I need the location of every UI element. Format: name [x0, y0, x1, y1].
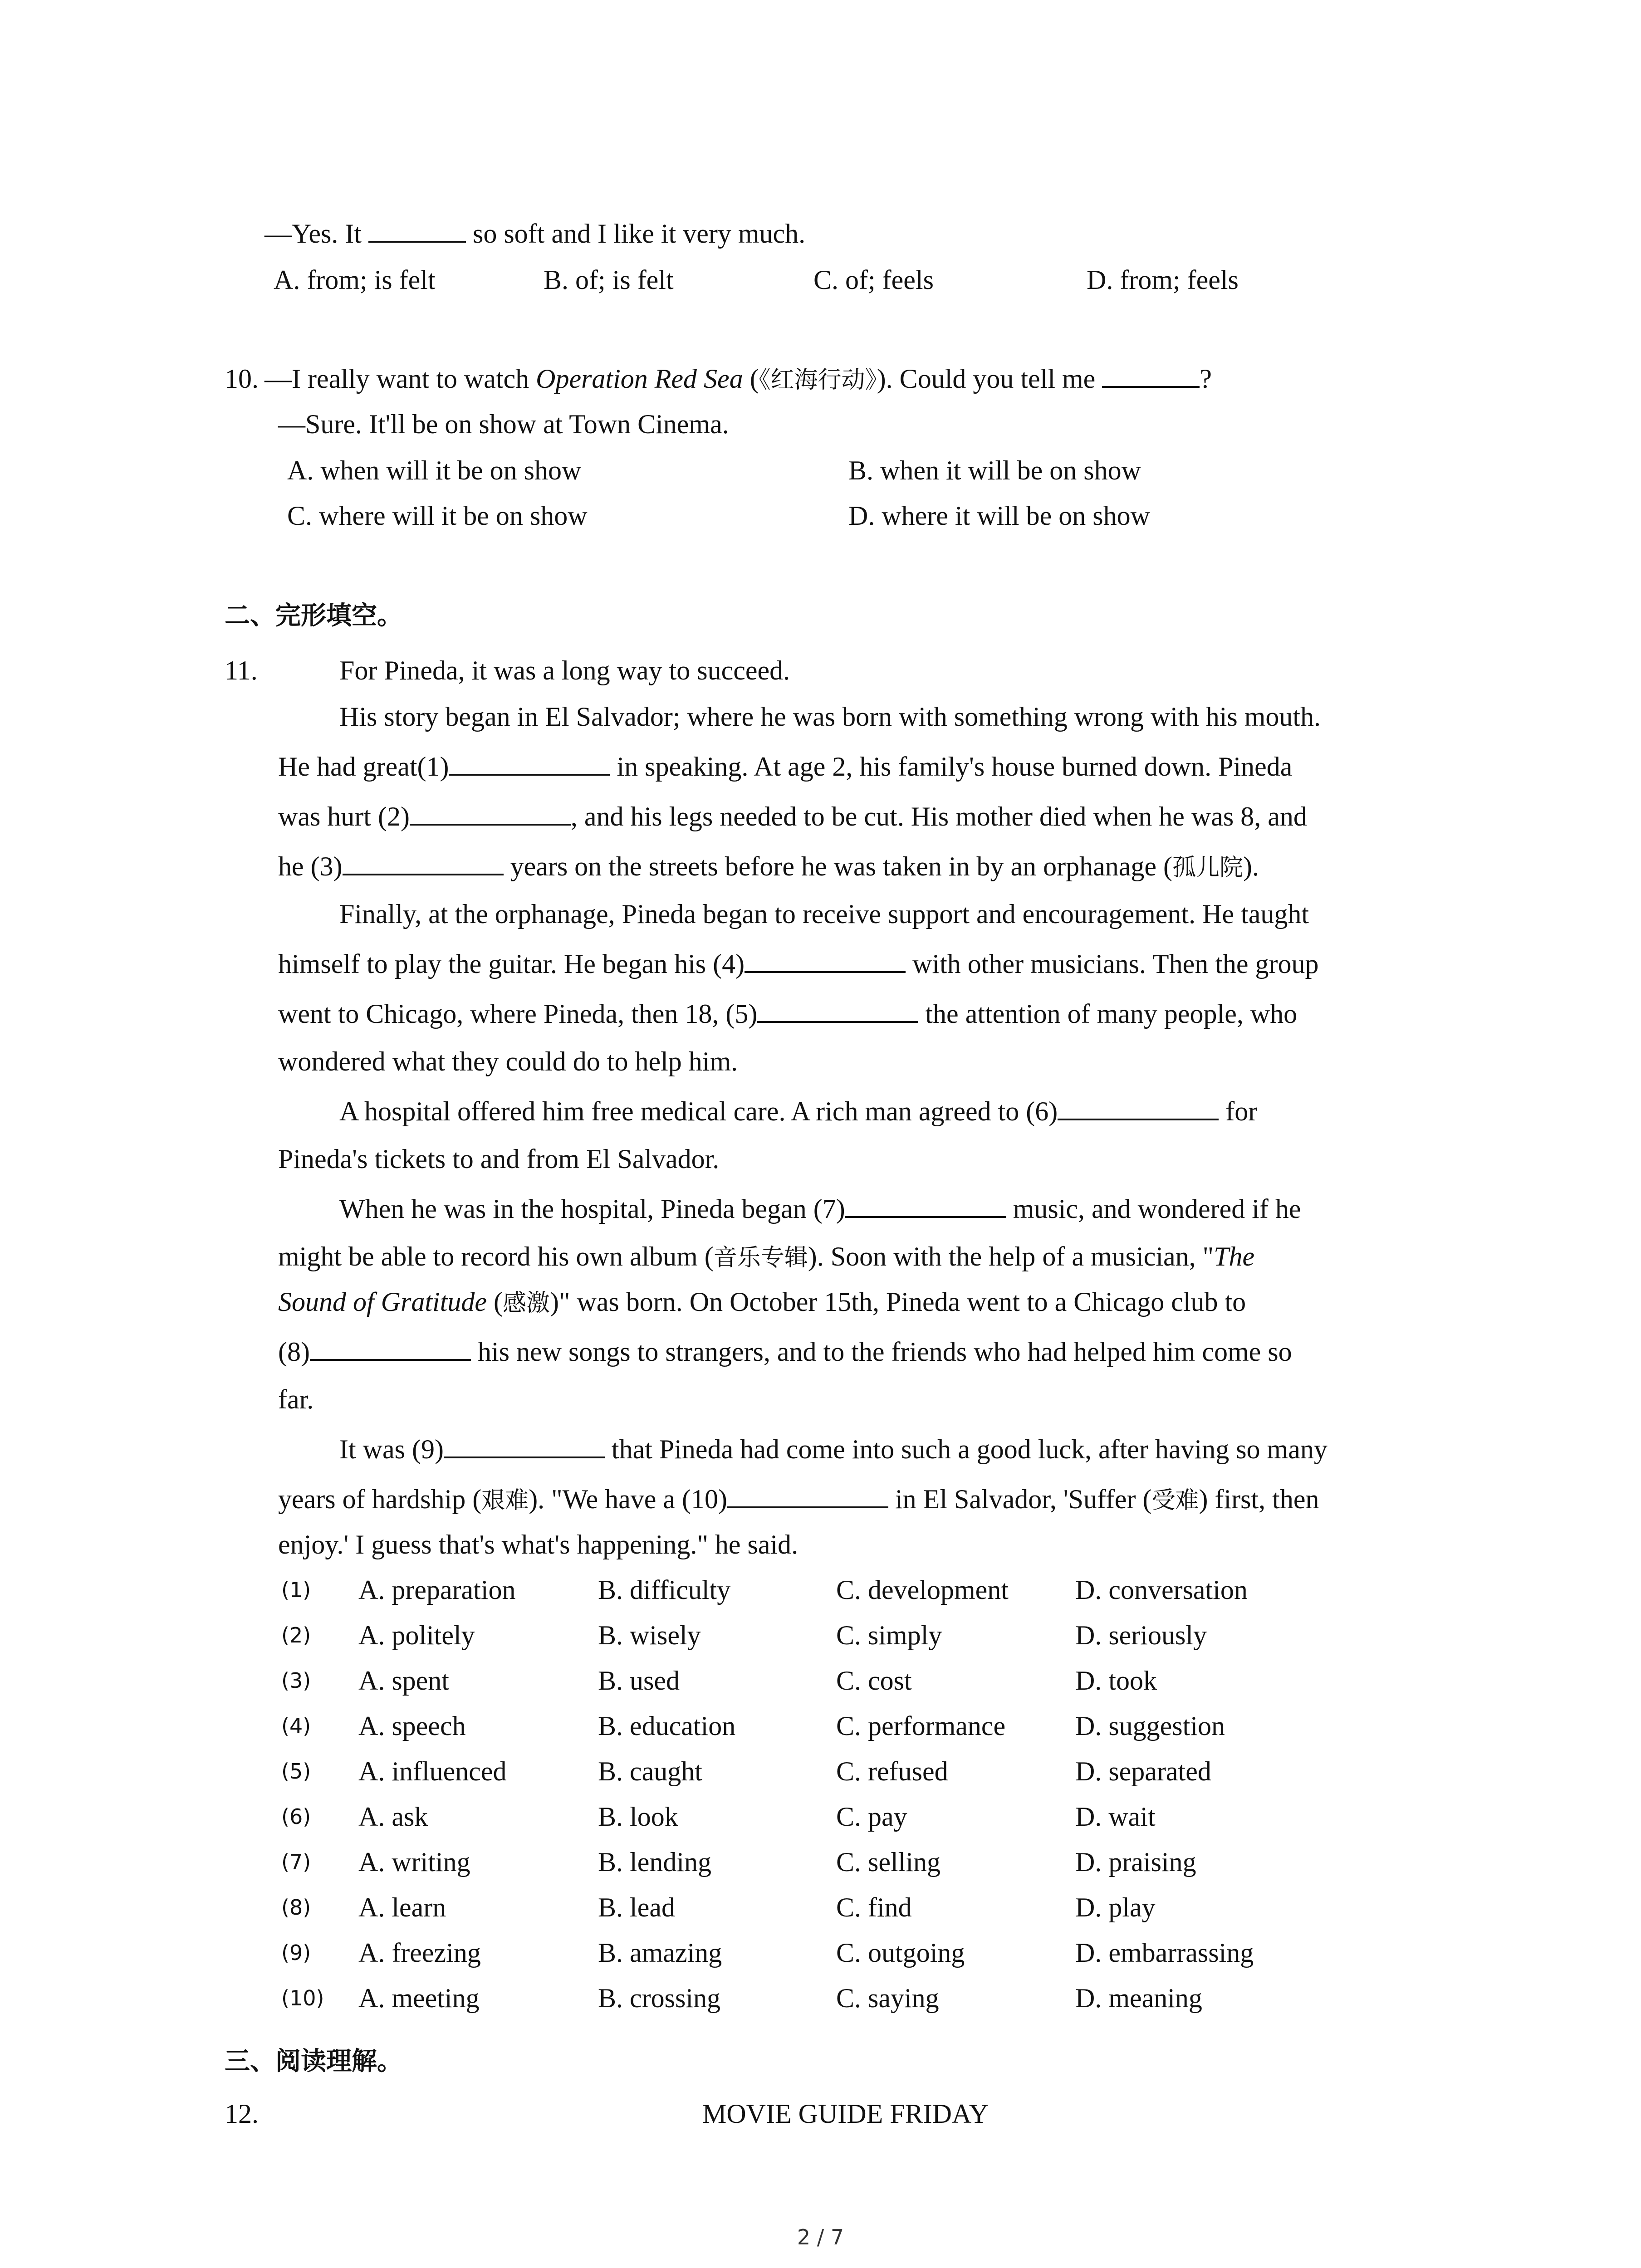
- cloze-blank-6: [1058, 1115, 1219, 1120]
- passage-line: might be able to record his own album (音乐专辑). Soon with the help of a musician, "The: [278, 1242, 1255, 1271]
- option-row: (1) A. preparation B. difficulty C. development D. conversation: [281, 1575, 1248, 1605]
- option-row: (6) A. ask B. look C. pay D. wait: [281, 1802, 1156, 1832]
- section2-heading: 二、完形填空。: [225, 601, 402, 631]
- section3-heading: 三、阅读理解。: [225, 2047, 402, 2076]
- passage-line: was hurt (2) , and his legs needed to be cut. His mother died when he was 8, and: [278, 802, 1307, 831]
- passage-line: years of hardship (艰难). "We have a (10) in El Salvador, 'Suffer (受难) first, then: [278, 1484, 1319, 1514]
- page-number: 2 / 7: [797, 2225, 844, 2249]
- q10-number: 10.: [225, 364, 259, 394]
- passage-line: wondered what they could do to help him.: [278, 1046, 738, 1076]
- option-row: (10) A. meeting B. crossing C. saying D. meaning: [281, 1983, 1202, 2013]
- cloze-blank-9: [444, 1453, 605, 1458]
- passage-line: far.: [278, 1384, 314, 1414]
- q12-title: MOVIE GUIDE FRIDAY: [702, 2099, 989, 2129]
- q10-option-a: A. when will it be on show: [287, 455, 582, 485]
- q9-option-d: D. from; feels: [1087, 265, 1239, 295]
- q9-option-a: A. from; is felt: [274, 265, 436, 295]
- passage-line: When he was in the hospital, Pineda began (7) music, and wondered if he: [339, 1194, 1301, 1224]
- q10-option-d: D. where it will be on show: [848, 501, 1150, 531]
- cloze-blank-10: [727, 1503, 888, 1508]
- option-row: (8) A. learn B. lead C. find D. play: [281, 1892, 1156, 1922]
- passage-line: Pineda's tickets to and from El Salvador.: [278, 1144, 720, 1174]
- passage-line: he (3) years on the streets before he was taken in by an orphanage (孤儿院).: [278, 851, 1259, 881]
- cloze-blank-5: [757, 1017, 918, 1023]
- q10-reply: —Sure. It'll be on show at Town Cinema.: [278, 409, 729, 439]
- q10-blank: [1102, 382, 1200, 388]
- passage-line: He had great(1) in speaking. At age 2, his family's house burned down. Pineda: [278, 752, 1293, 782]
- q9-option-c: C. of; feels: [813, 265, 934, 295]
- q9-blank: [368, 237, 466, 243]
- q10-option-b: B. when it will be on show: [848, 455, 1141, 485]
- option-row: (3) A. spent B. used C. cost D. took: [281, 1666, 1157, 1696]
- option-row: (5) A. influenced B. caught C. refused D. separated: [281, 1756, 1211, 1786]
- q11-number: 11.: [225, 655, 258, 685]
- passage-line: (8) his new songs to strangers, and to the friends who had helped him come so: [278, 1337, 1292, 1367]
- q10-question: —I really want to watch Operation Red Sea (《红海行动》). Could you tell me ?: [265, 364, 1212, 394]
- q9-option-b: B. of; is felt: [544, 265, 674, 295]
- cloze-blank-2: [410, 820, 571, 826]
- passage-line: His story began in El Salvador; where he was born with something wrong with his mouth.: [339, 702, 1321, 732]
- passage-line: It was (9) that Pineda had come into such a good luck, after having so many: [339, 1434, 1327, 1464]
- passage-line: enjoy.' I guess that's what's happening." he said.: [278, 1530, 798, 1559]
- option-row: (4) A. speech B. education C. performance D. suggestion: [281, 1711, 1225, 1741]
- passage-line: Sound of Gratitude (感激)" was born. On October 15th, Pineda went to a Chicago club to: [278, 1287, 1246, 1317]
- passage-line: himself to play the guitar. He began his (4) with other musicians. Then the group: [278, 949, 1319, 979]
- cloze-blank-4: [745, 968, 906, 973]
- option-row: (9) A. freezing B. amazing C. outgoing D. embarrassing: [281, 1938, 1254, 1968]
- passage-line: A hospital offered him free medical care. A rich man agreed to (6) for: [339, 1096, 1258, 1126]
- q12-number: 12.: [225, 2099, 259, 2129]
- passage-line: For Pineda, it was a long way to succeed.: [339, 655, 790, 685]
- cloze-blank-3: [343, 870, 504, 875]
- passage-line: went to Chicago, where Pineda, then 18, (5) the attention of many people, who: [278, 999, 1298, 1029]
- q9-answer-line: —Yes. It so soft and I like it very much.: [265, 219, 806, 249]
- option-row: (2) A. politely B. wisely C. simply D. seriously: [281, 1620, 1207, 1650]
- cloze-blank-7: [845, 1212, 1006, 1218]
- option-row: (7) A. writing B. lending C. selling D. praising: [281, 1847, 1196, 1877]
- cloze-blank-1: [449, 770, 610, 776]
- cloze-blank-8: [310, 1355, 471, 1361]
- q10-option-c: C. where will it be on show: [287, 501, 588, 531]
- passage-line: Finally, at the orphanage, Pineda began to receive support and encouragement. He taught: [339, 899, 1309, 929]
